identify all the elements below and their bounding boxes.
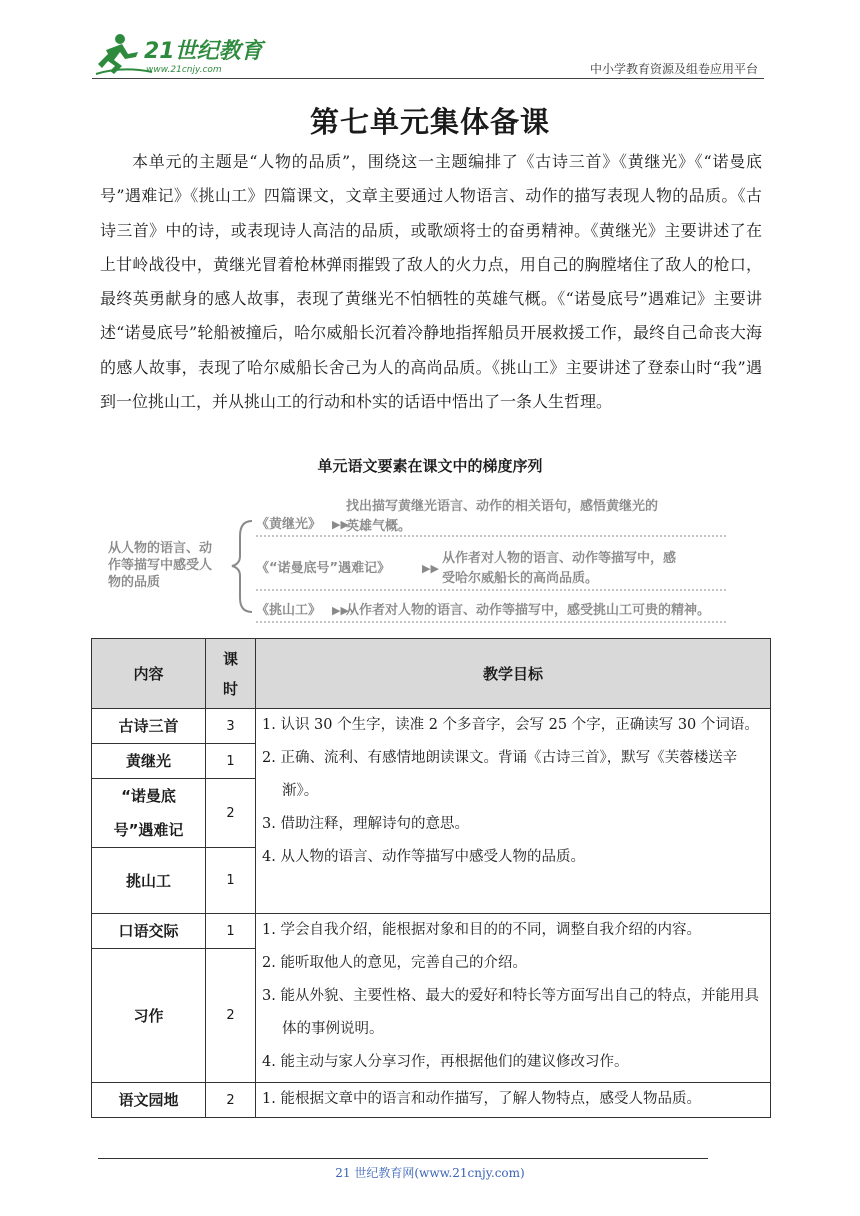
row-content: 挑山工 xyxy=(92,848,206,914)
row-content: 古诗三首 xyxy=(92,709,206,744)
diagram-desc-2b: 受哈尔威船长的高尚品质。 xyxy=(442,571,599,586)
diagram-desc-3: 从作者对人物的语言、动作等描写中，感受挑山工可贵的精神。 xyxy=(346,603,711,618)
row-period: 2 xyxy=(206,949,256,1083)
goal-item: 1. 能根据文章中的语言和动作描写，了解人物特点，感受人物品质。 xyxy=(262,1091,701,1107)
header-period xyxy=(206,639,256,709)
row-content-line-1: “诺曼底 xyxy=(121,787,176,805)
reading-goals-cell xyxy=(256,709,771,914)
table-row xyxy=(92,1083,771,1118)
table-header-row xyxy=(92,639,771,709)
diagram-lesson-3: 《挑山工》 xyxy=(256,603,322,618)
row-content: 口语交际 xyxy=(92,914,206,949)
teaching-goals-table xyxy=(91,638,771,1118)
row-content xyxy=(92,779,206,848)
platform-label: 中小学教育资源及组卷应用平台 xyxy=(589,62,758,76)
table-row xyxy=(92,709,771,744)
row-period: 2 xyxy=(206,779,256,848)
table-row xyxy=(92,914,771,949)
goal-item: 1. 认识 30 个生字，读准 2 个多音字，会写 25 个字，正确读写 30 个词语。 xyxy=(262,717,759,733)
row-period: 1 xyxy=(206,744,256,779)
header-content: 内容 xyxy=(92,639,206,709)
goal-item: 4. 能主动与家人分享习作，再根据他们的建议修改习作。 xyxy=(262,1054,629,1070)
goal-item: 2. 正确、流利、有感情地朗读课文。背诵《古诗三首》，默写《芙蓉楼送辛渐》。 xyxy=(262,750,738,799)
diagram-root-line-2: 作等描写中感受人 xyxy=(108,558,213,573)
diagram-root-line-1: 从人物的语言、动 xyxy=(108,541,213,556)
footer-link[interactable]: 21 世纪教育网(www.21cnjy.com) xyxy=(335,1166,525,1180)
goal-item: 1. 学会自我介绍，能根据对象和目的的不同，调整自我介绍的内容。 xyxy=(262,922,701,938)
site-logo[interactable] xyxy=(92,30,272,78)
arrow-icon: ▶▶ xyxy=(332,604,349,617)
row-content: 习作 xyxy=(92,949,206,1083)
header-divider xyxy=(92,78,764,79)
row-period: 3 xyxy=(206,709,256,744)
gradient-sequence-diagram xyxy=(100,486,740,631)
page-title: 第七单元集体备课 xyxy=(309,105,550,139)
goal-item: 3. 借助注释，理解诗句的意思。 xyxy=(262,816,469,832)
row-content: 语文园地 xyxy=(92,1083,206,1118)
unit-introduction: 本单元的主题是“人物的品质”，围绕这一主题编排了《古诗三首》《黄继光》《“诺曼底号”遇难记》《挑山工》四篇课文，文章主要通过人物语言、动作的描写表现人物的品质。《古诗三首》中的诗，或表现诗人高洁的品质，或歌颂将士的奋勇精神。《黄继光》主要讲述了在上甘岭战役中，黄继光冒着枪林弹雨摧毁了敌人的火力点，用自己的胸膛堵住了敌人的枪口，最终英勇献身的感人故事，表现了黄继光不怕牺牲的英雄气概。《“诺曼底号”遇难记》主要讲述“诺曼底号”轮船被撞后，哈尔威船长沉着冷静地指挥船员开展救援工作，最终自己命丧大海的感人故事，表现了哈尔威船长舍己为人的高尚品质。《挑山工》主要讲述了登泰山时“我”遇到一位挑山工，并从挑山工的行动和朴实的话语中悟出了一条人生哲理。 xyxy=(100,152,762,412)
row-content-line-2: 号”遇难记 xyxy=(113,821,184,839)
header-period-line-1: 课 xyxy=(222,649,238,668)
diagram-lesson-2: 《“诺曼底号”遇难记》 xyxy=(256,561,391,576)
arrow-icon: ▶▶ xyxy=(422,562,439,575)
row-content: 黄继光 xyxy=(92,744,206,779)
runner-logo-icon xyxy=(92,30,272,78)
row-period: 1 xyxy=(206,848,256,914)
goal-item: 2. 能听取他人的意见，完善自己的介绍。 xyxy=(262,955,527,971)
row-period: 1 xyxy=(206,914,256,949)
diagram-root-line-3: 物的品质 xyxy=(108,575,161,590)
goal-item: 3. 能从外貌、主要性格、最大的爱好和特长等方面写出自己的特点，并能用具体的事例说明。 xyxy=(262,988,759,1037)
diagram-desc-1a: 找出描写黄继光语言、动作的相关语句，感悟黄继光的 xyxy=(346,499,659,514)
footer-divider xyxy=(98,1158,708,1159)
row-period: 2 xyxy=(206,1083,256,1118)
goal-item: 4. 从人物的语言、动作等描写中感受人物的品质。 xyxy=(262,849,585,865)
header-period-line-2: 时 xyxy=(222,679,238,698)
diagram-desc-1b: 英雄气概。 xyxy=(346,519,412,534)
logo-text: 21世纪教育 xyxy=(144,39,263,64)
diagram-title: 单元语文要素在课文中的梯度序列 xyxy=(317,457,543,475)
arrow-icon: ▶▶ xyxy=(332,518,349,531)
header-goals: 教学目标 xyxy=(256,639,771,709)
page-header xyxy=(92,30,764,78)
diagram-brace xyxy=(232,521,252,612)
logo-url: www.21cnjy.com xyxy=(146,65,222,75)
diagram-desc-2a: 从作者对人物的语言、动作等描写中，感 xyxy=(442,551,677,566)
diagram-lesson-1: 《黄继光》 xyxy=(256,517,322,532)
writing-goals-cell xyxy=(256,914,771,1083)
garden-goals-cell xyxy=(256,1083,771,1118)
